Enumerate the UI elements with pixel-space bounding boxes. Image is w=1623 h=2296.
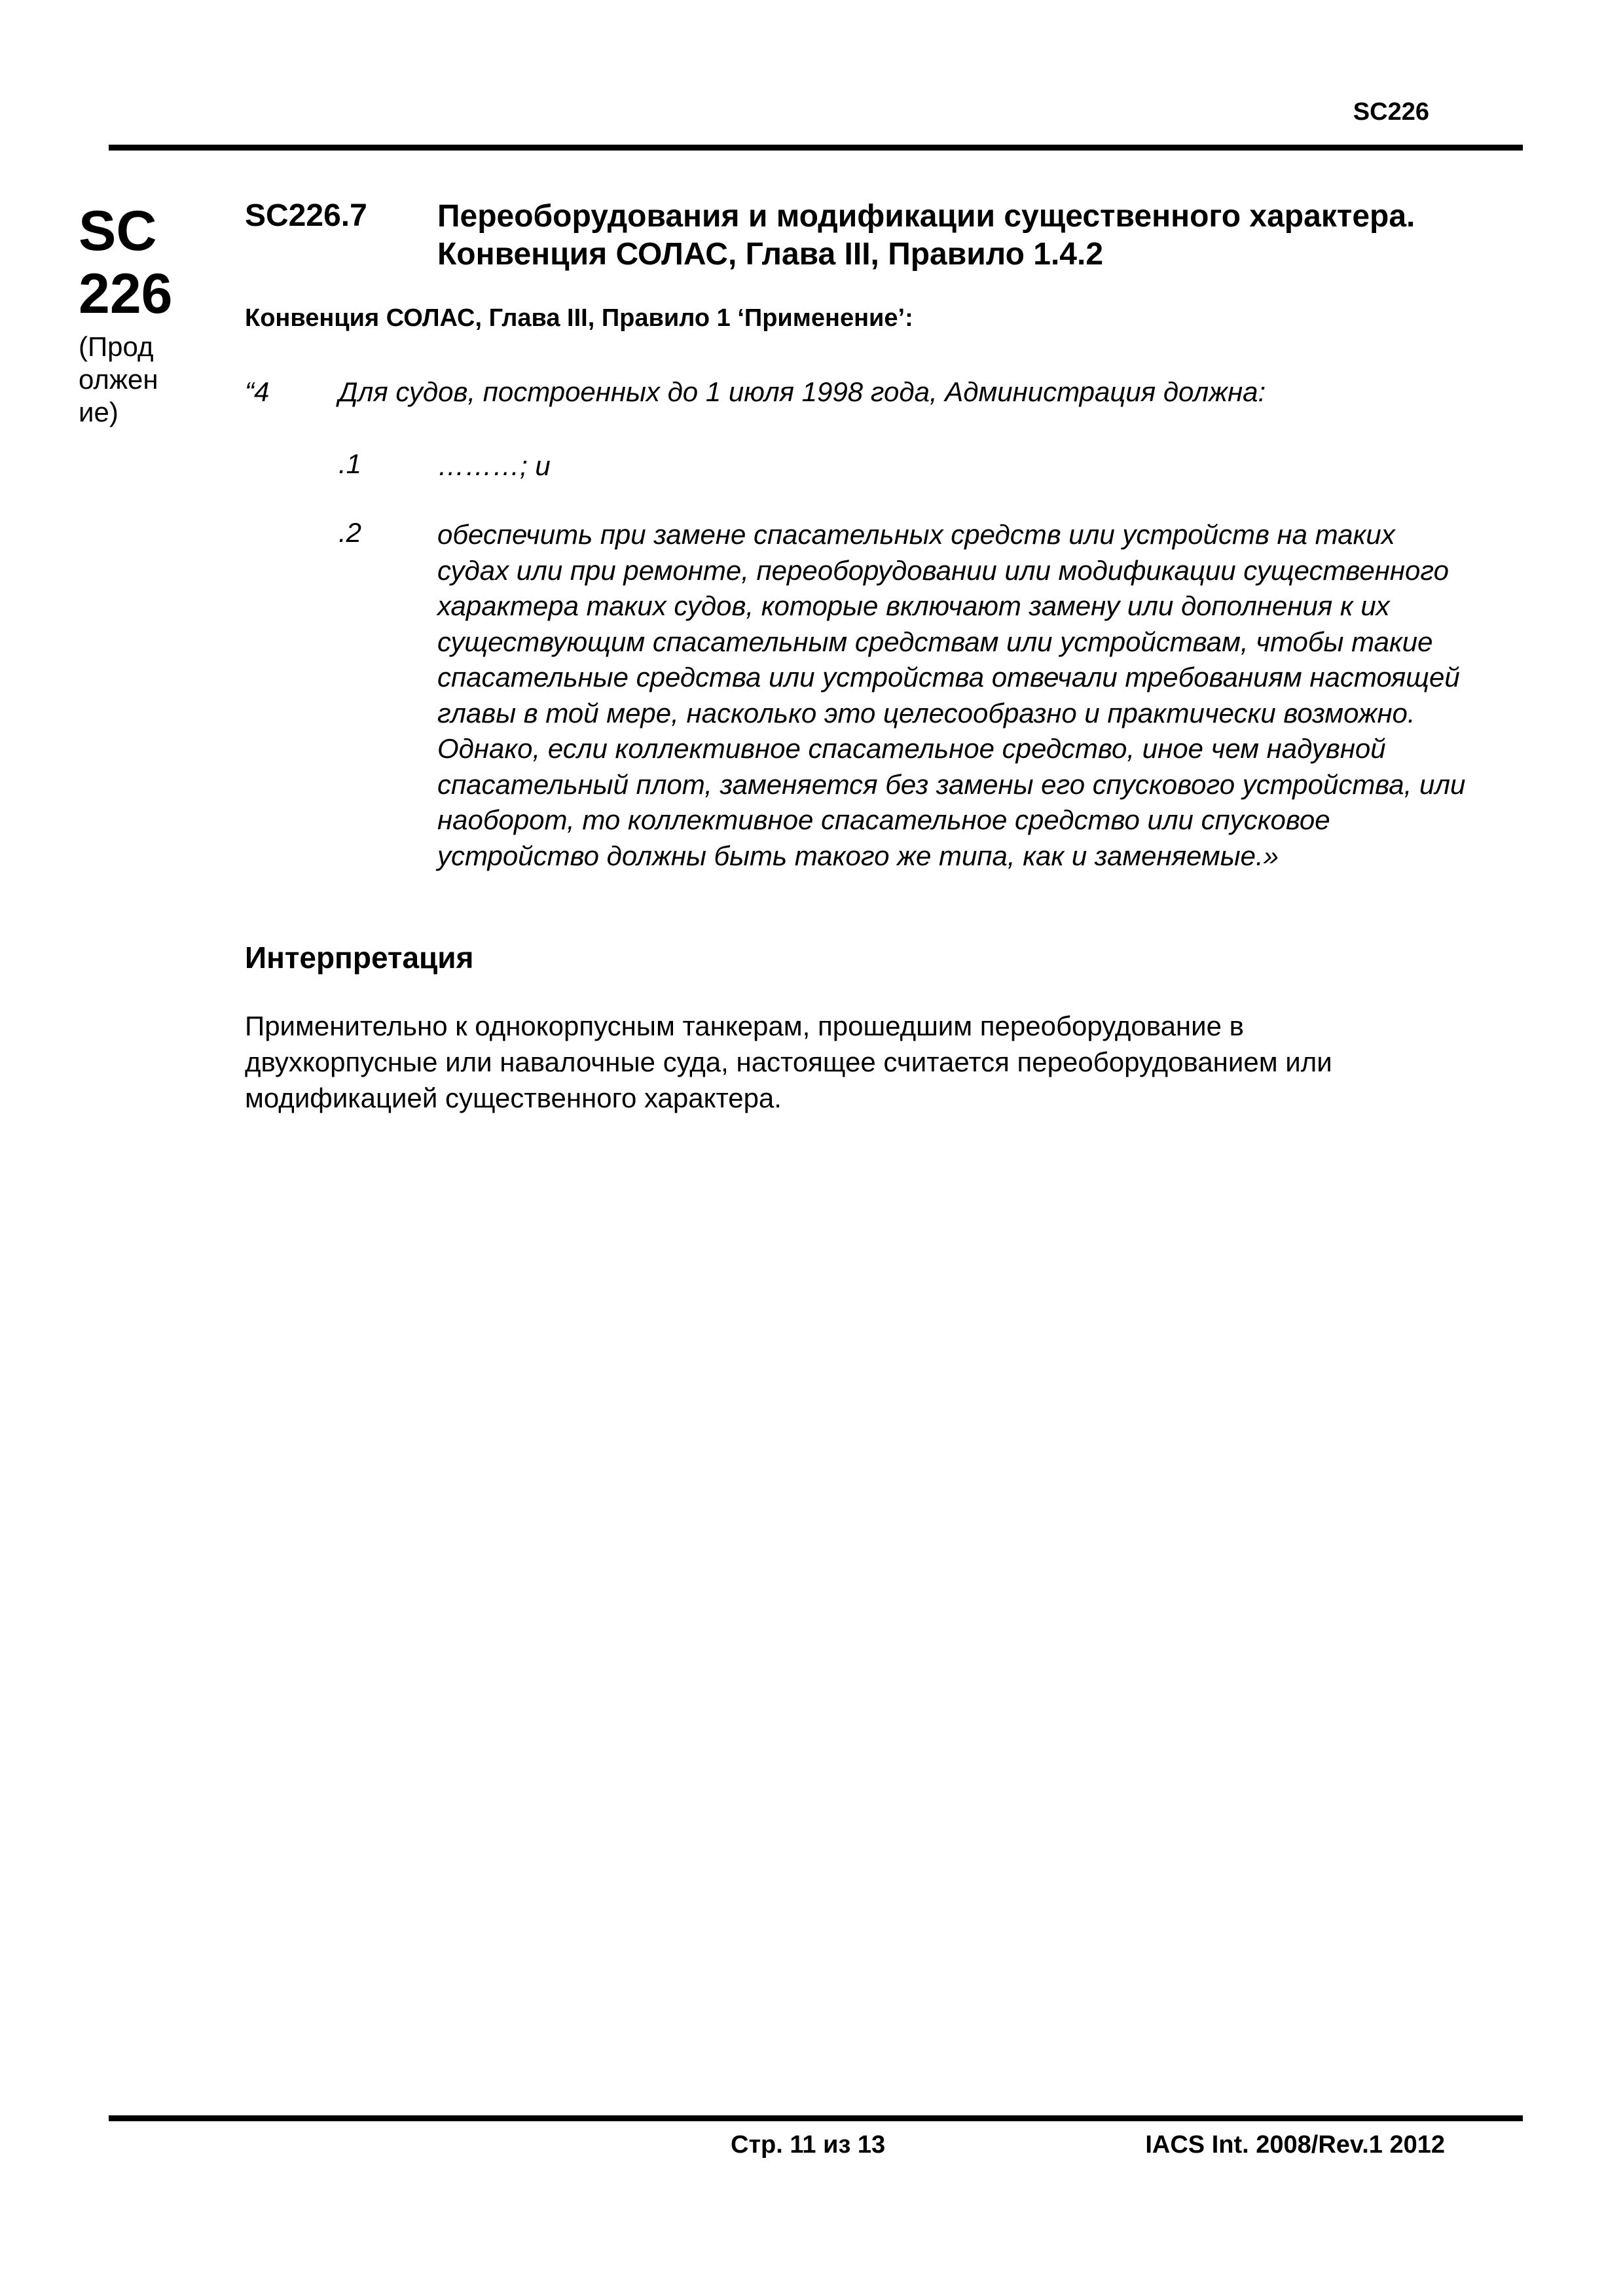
footer-rule [109,2115,1523,2121]
regulation-heading: Конвенция СОЛАС, Глава III, Правило 1 ‘Применение’: [245,304,913,332]
section-title [437,198,1415,274]
sidebar-continued: (Прод олжен ие) [79,331,158,427]
item-text: ………; и [437,450,551,481]
header-code: SC226 [1353,98,1429,126]
quote-lead: Для судов, построенных до 1 июля 1998 года, Администрация должна: [338,376,1266,407]
section-title-line2: Конвенция СОЛАС, Глава III, Правило 1.4.2 [437,237,1104,272]
header-rule [109,145,1523,151]
item-text: обеспечить при замене спасательных средств или устройств на таких судах или при ремонте, переоборудовании или модификации существенного характера таких судов, которые включают замену или дополнения к их существующим спасательным средствам или устройствам, чтобы такие спасательные средства или устройства отвечали требованиям настоящей главы в той мере, насколько это целесообразно и практически возможно. Однако, если коллективное спасательное средство, иное чем надувной спасательный плот, заменяется без замены его спускового устройства, или наоборот, то коллективное спасательное средство или спусковое устройство должны быть такого же типа, как и заменяемые.» [437,519,1466,871]
document-reference: IACS Int. 2008/Rev.1 2012 [1145,2131,1445,2159]
quote-number: “4 [245,376,270,407]
item-number: .1 [338,448,362,479]
interpretation-heading: Интерпретация [245,941,474,975]
interpretation-text: Применительно к однокорпусным танкерам, прошедшим переоборудование в двухкорпусные или навалочные суда, настоящее считается переоборудованием или модификацией существенного характера. [245,1011,1332,1113]
sidebar-code-line1: SC [79,200,157,262]
page-number: Стр. 11 из 13 [731,2131,886,2159]
section-title-line1: Переоборудования и модификации существенного характера. [437,199,1415,234]
sidebar-code-line2: 226 [79,262,173,325]
section-number: SC226.7 [245,198,367,233]
item-number: .2 [338,517,362,548]
sidebar-code [79,200,173,325]
